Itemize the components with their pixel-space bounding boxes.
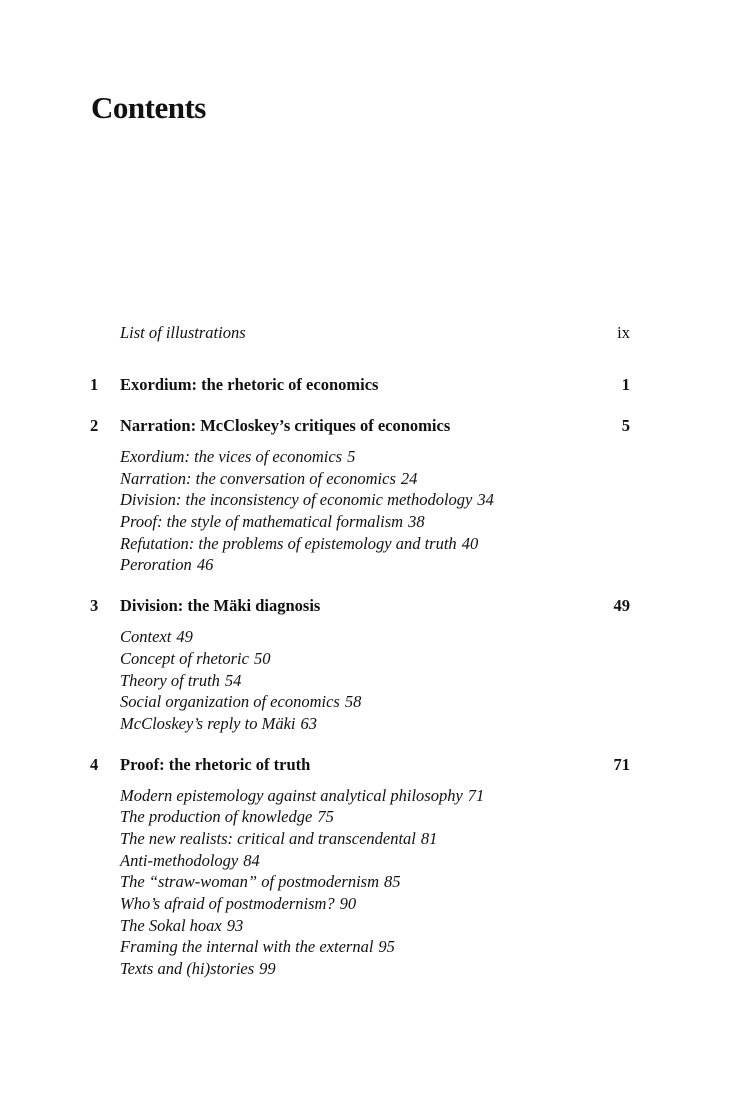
- section-entry: [0, 936, 737, 958]
- section-page: 38: [408, 512, 425, 532]
- section-page: 58: [344, 692, 362, 712]
- chapter-2-sections: [0, 446, 737, 576]
- section-entry: [0, 648, 737, 670]
- section-entry: [0, 806, 737, 828]
- section-title: Context: [120, 627, 172, 647]
- section-title: Who’s afraid of postmodernism?: [120, 894, 335, 913]
- section-entry: [0, 785, 737, 807]
- section-page: 5: [347, 447, 356, 466]
- section-title: McCloskey’s reply to Mäki: [120, 713, 296, 733]
- section-page: 93: [226, 915, 244, 935]
- section-title: Exordium: the vices of economics: [120, 447, 343, 466]
- section-title: The “straw-woman” of postmodernism: [120, 872, 379, 892]
- chapter-3: [0, 594, 737, 618]
- chapter-title: Exordium: the rhetoric of economics: [120, 375, 379, 394]
- chapter-1: [0, 373, 737, 397]
- section-title: Social organization of economics: [120, 692, 340, 712]
- section-entry: [0, 489, 737, 511]
- section-title: Proof: the style of mathematical formalism: [120, 512, 404, 532]
- chapter-number: 2: [90, 416, 99, 435]
- section-entry: [0, 871, 737, 893]
- chapter-title: Proof: the rhetoric of truth: [120, 754, 311, 774]
- section-entry: [0, 713, 737, 735]
- section-page: 34: [477, 490, 494, 510]
- chapter-3-sections: [0, 626, 737, 734]
- section-title: Division: the inconsistency of economic methodology: [120, 490, 473, 510]
- section-title: Modern epistemology against analytical philosophy: [120, 785, 463, 805]
- section-title: Concept of rhetoric: [120, 648, 249, 668]
- table-of-contents: [0, 321, 737, 980]
- section-page: 99: [259, 959, 276, 979]
- section-entry: [0, 468, 737, 490]
- section-page: 46: [196, 555, 214, 575]
- section-entry: [0, 670, 737, 692]
- chapter-title: Division: the Mäki diagnosis: [120, 596, 321, 616]
- section-entry: [0, 533, 737, 555]
- toc-front-label: List of illustrations: [120, 323, 246, 342]
- chapter-4-sections: [0, 785, 737, 980]
- section-entry: [0, 691, 737, 713]
- section-page: 50: [253, 648, 271, 668]
- section-entry: [0, 915, 737, 937]
- section-entry: [0, 958, 737, 980]
- section-page: 63: [300, 713, 317, 733]
- chapter-page: 1: [621, 375, 630, 394]
- chapter-title: Narration: McCloskey’s critiques of economics: [120, 416, 451, 435]
- chapter-4: [0, 753, 737, 777]
- page-title: Contents: [91, 90, 206, 125]
- section-page: 75: [317, 807, 334, 827]
- section-title: Theory of truth: [120, 670, 220, 690]
- section-title: The new realists: critical and transcendental: [120, 828, 416, 848]
- section-entry: [0, 828, 737, 850]
- chapter-number: 1: [90, 375, 99, 394]
- section-page: 84: [243, 850, 260, 870]
- section-page: 81: [420, 828, 438, 848]
- section-title: Refutation: the problems of epistemology and truth: [120, 533, 457, 553]
- section-page: 90: [339, 894, 357, 913]
- section-entry: [0, 626, 737, 648]
- section-page: 40: [461, 533, 479, 553]
- section-entry: [0, 554, 737, 576]
- chapter-page: 5: [621, 416, 630, 435]
- section-page: 49: [176, 627, 193, 647]
- section-entry: [0, 850, 737, 872]
- section-title: The production of knowledge: [120, 807, 313, 827]
- chapter-page: 71: [613, 754, 630, 774]
- section-title: Texts and (hi)stories: [120, 959, 255, 979]
- section-page: 24: [400, 468, 418, 488]
- section-entry: [0, 511, 737, 533]
- section-entry: [0, 893, 737, 915]
- toc-front-page: ix: [617, 323, 630, 342]
- chapter-2: [0, 414, 737, 438]
- section-title: Anti-methodology: [120, 850, 239, 870]
- section-page: 85: [384, 872, 401, 892]
- section-entry: [0, 446, 737, 468]
- section-page: 71: [467, 785, 485, 805]
- section-title: The Sokal hoax: [120, 915, 222, 935]
- section-title: Framing the internal with the external: [120, 937, 374, 957]
- section-title: Narration: the conversation of economics: [120, 468, 396, 488]
- toc-front-entry: [0, 321, 737, 345]
- chapter-number: 4: [90, 754, 99, 774]
- chapter-page: 49: [613, 596, 630, 616]
- section-page: 54: [224, 670, 242, 690]
- section-title: Peroration: [120, 555, 192, 575]
- section-page: 95: [378, 937, 395, 957]
- chapter-number: 3: [90, 596, 99, 616]
